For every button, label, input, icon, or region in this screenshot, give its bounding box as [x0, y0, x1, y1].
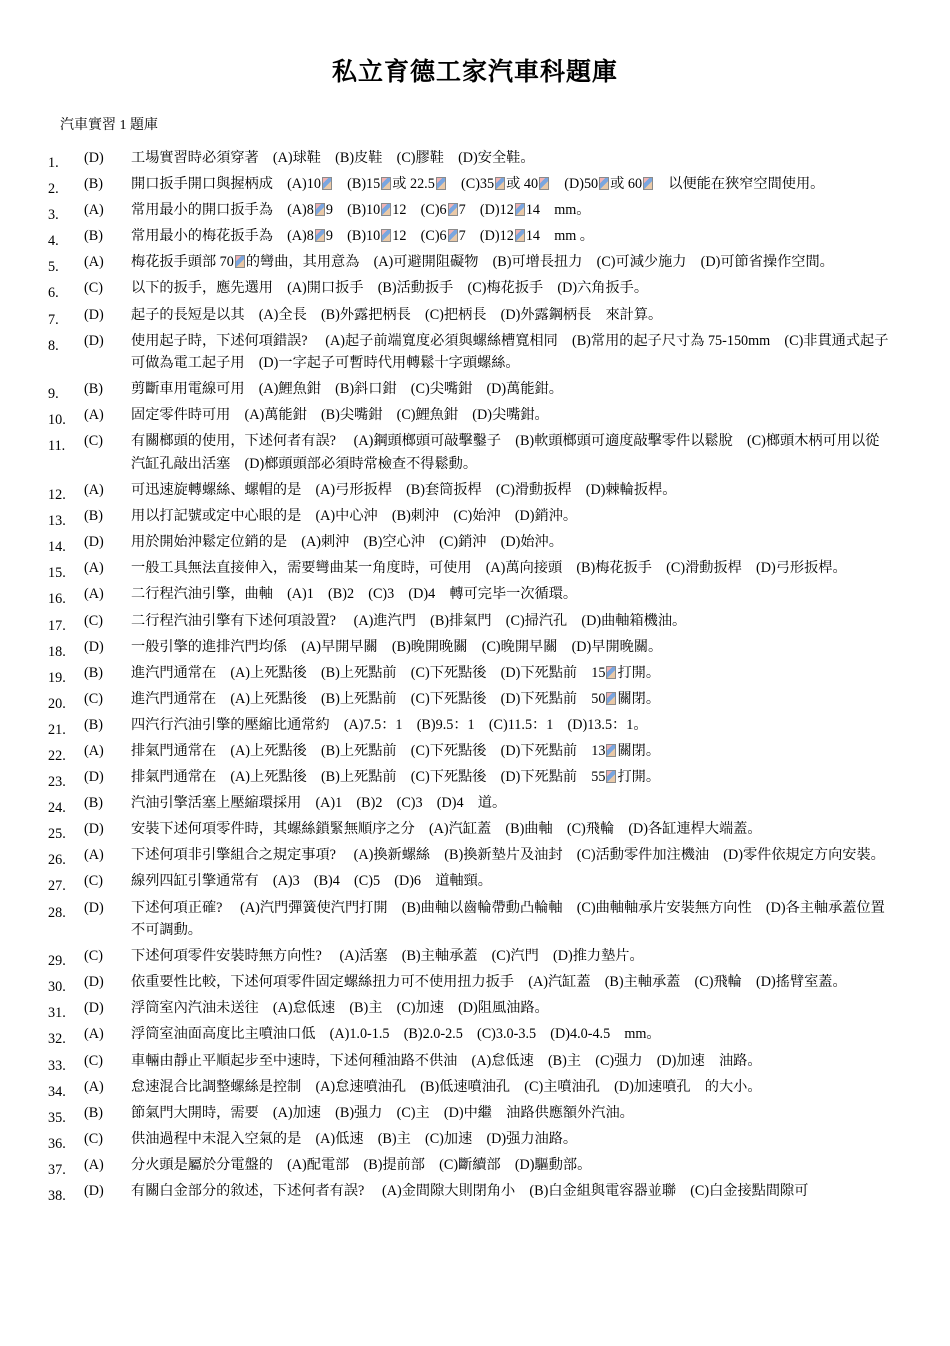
question-answer: (A)	[84, 586, 104, 603]
question-answer: (B)	[84, 381, 103, 398]
question-answer: (C)	[84, 690, 103, 707]
question-text: 可迅速旋轉螺絲、螺帽的是 (A)弓形扳桿 (B)套筒扳桿 (C)滑動扳桿 (D)棘輪扳桿。	[131, 482, 677, 499]
question-item	[0, 870, 950, 893]
section-subtitle: 汽車實習 1 題庫	[60, 118, 158, 133]
question-text: 分火頭是屬於分電盤的 (A)配電部 (B)提前部 (C)斷續部 (D)驅動部。	[131, 1156, 592, 1173]
question-item	[0, 1023, 950, 1046]
question-item	[0, 173, 950, 196]
question-item	[0, 971, 950, 994]
question-answer: (C)	[84, 948, 103, 965]
question-number: 31.	[48, 1005, 66, 1022]
question-text: 以下的扳手，應先選用 (A)開口扳手 (B)活動扳手 (C)梅花扳手 (D)六角扳手。	[131, 280, 649, 297]
question-answer: (D)	[84, 332, 104, 349]
question-item	[0, 479, 950, 502]
question-number: 7.	[48, 311, 59, 328]
question-answer: (A)	[84, 254, 104, 271]
question-item	[0, 945, 950, 968]
question-item	[0, 897, 950, 942]
question-text: 汽油引擎活塞上壓縮環採用 (A)1 (B)2 (C)3 (D)4 道。	[131, 795, 507, 812]
question-text: 排氣門通常在 (A)上死點後 (B)上死點前 (C)下死點後 (D)下死點前 13 關閉。	[131, 742, 661, 759]
question-number: 25.	[48, 826, 66, 843]
question-text: 節氣門大開時，需要 (A)加速 (B)强力 (C)主 (D)中繼 油路供應額外汽油。	[131, 1104, 634, 1121]
question-item	[0, 714, 950, 737]
question-text: 用以打記號或定中心眼的是 (A)中心沖 (B)刺沖 (C)始沖 (D)銷沖。	[131, 508, 578, 525]
question-number: 38.	[48, 1187, 66, 1204]
question-number: 30.	[48, 979, 66, 996]
question-answer: (A)	[84, 1156, 104, 1173]
question-answer: (B)	[84, 664, 103, 681]
question-number: 32.	[48, 1031, 66, 1048]
question-answer: (D)	[84, 306, 104, 323]
question-item	[0, 610, 950, 633]
question-item	[0, 378, 950, 401]
question-answer: (C)	[84, 280, 103, 297]
question-number: 14.	[48, 539, 66, 556]
question-item	[0, 1154, 950, 1177]
missing-glyph-icon	[315, 203, 325, 216]
question-number: 1.	[48, 155, 59, 171]
question-answer: (B)	[84, 176, 103, 193]
question-number: 10.	[48, 412, 66, 429]
question-item	[0, 766, 950, 789]
question-item	[0, 1102, 950, 1125]
question-item	[0, 277, 950, 300]
question-text: 有關白金部分的敘述，下述何者有誤? (A)金間隙大則閉角小 (B)白金組與電容器並聯 (C)白金接點間隙可	[131, 1182, 809, 1199]
question-answer: (B)	[84, 508, 103, 525]
question-item	[0, 505, 950, 528]
question-item	[0, 199, 950, 222]
question-item	[0, 818, 950, 841]
question-text: 安裝下述何項零件時，其螺絲鎖緊無順序之分 (A)汽缸蓋 (B)曲軸 (C)飛輪 (D)各缸連桿大端蓋。	[131, 821, 762, 838]
question-item	[0, 557, 950, 580]
missing-glyph-icon	[599, 177, 609, 190]
missing-glyph-icon	[235, 255, 245, 268]
missing-glyph-icon	[606, 666, 616, 679]
question-number: 28.	[48, 904, 66, 921]
question-list	[0, 147, 950, 1206]
question-number: 11.	[48, 438, 66, 455]
missing-glyph-icon	[381, 203, 391, 216]
question-text: 剪斷車用電線可用 (A)鯉魚鉗 (B)斜口鉗 (C)尖嘴鉗 (D)萬能鉗。	[131, 381, 563, 398]
question-answer: (C)	[84, 1130, 103, 1147]
question-item	[0, 1128, 950, 1151]
question-number: 3.	[48, 207, 59, 224]
question-number: 24.	[48, 800, 66, 817]
page-title: 私立育德工家汽車科題庫	[331, 57, 618, 86]
question-number: 16.	[48, 591, 66, 608]
question-answer: (A)	[84, 847, 104, 864]
question-text: 四汽行汽油引擎的壓縮比通常約 (A)7.5：1 (B)9.5：1 (C)11.5：1 (D)13.5：1。	[131, 716, 648, 733]
question-number: 27.	[48, 878, 66, 895]
missing-glyph-icon	[381, 177, 391, 190]
question-answer: (D)	[84, 534, 104, 551]
question-number: 20.	[48, 695, 66, 712]
question-number: 4.	[48, 233, 59, 250]
question-answer: (A)	[84, 202, 104, 219]
question-answer: (C)	[84, 1052, 103, 1069]
missing-glyph-icon	[495, 177, 505, 190]
question-item	[0, 740, 950, 763]
question-text: 一般引擎的進排汽門均係 (A)早開早關 (B)晚開晚關 (C)晚開早關 (D)早開晚關。	[131, 638, 663, 655]
question-number: 36.	[48, 1135, 66, 1152]
missing-glyph-icon	[381, 229, 391, 242]
question-number: 17.	[48, 617, 66, 634]
question-text: 怠速混合比調整螺絲是控制 (A)怠速噴油孔 (B)低速噴油孔 (C)主噴油孔 (D)加速噴孔 的大小。	[131, 1078, 762, 1095]
question-answer: (C)	[84, 873, 103, 890]
missing-glyph-icon	[448, 229, 458, 242]
question-answer: (C)	[84, 433, 103, 450]
question-answer: (C)	[84, 612, 103, 629]
question-answer: (A)	[84, 1078, 104, 1095]
question-answer: (D)	[84, 1000, 104, 1017]
question-text: 工場實習時必須穿著 (A)球鞋 (B)皮鞋 (C)膠鞋 (D)安全鞋。	[131, 150, 535, 166]
question-item	[0, 636, 950, 659]
question-text: 常用最小的梅花扳手為 (A)8 9 (B)10 12 (C)6 7 (D)12 14 mm 。	[131, 228, 594, 245]
question-item	[0, 304, 950, 327]
question-item	[0, 1050, 950, 1073]
question-text: 二行程汽油引擎，曲軸 (A)1 (B)2 (C)3 (D)4 轉可完毕一次循環。	[131, 586, 578, 603]
question-number: 6.	[48, 285, 59, 302]
missing-glyph-icon	[322, 177, 332, 190]
question-text: 常用最小的開口扳手為 (A)8 9 (B)10 12 (C)6 7 (D)12 14 mm。	[131, 202, 591, 219]
question-number: 22.	[48, 747, 66, 764]
question-text: 下述何項非引擎組合之規定事項? (A)換新螺絲 (B)換新墊片及油封 (C)活動零件加注機油 (D)零件依規定方向安裝。	[131, 847, 885, 864]
question-number: 18.	[48, 643, 66, 660]
question-number: 5.	[48, 259, 59, 276]
question-number: 33.	[48, 1057, 66, 1074]
question-number: 34.	[48, 1083, 66, 1100]
question-text: 有關榔頭的使用，下述何者有誤? (A)鋼頭榔頭可敲擊鑿子 (B)軟頭榔頭可適度敲擊零件以鬆脫 (C)榔頭木柄可用以從汽缸孔敲出活塞 (D)榔頭頭部必須時常檢查不得鬆動。	[131, 433, 880, 472]
question-text: 梅花扳手頭部 70 的彎曲，其用意為 (A)可避開阻礙物 (B)可增長扭力 (C)可減少施力 (D)可節省操作空間。	[131, 254, 834, 271]
question-item	[0, 430, 950, 475]
question-item	[0, 1180, 950, 1203]
question-answer: (D)	[84, 769, 104, 786]
question-item	[0, 330, 950, 375]
question-text: 依重要性比較，下述何項零件固定螺絲扭力可不使用扭力扳手 (A)汽缸蓋 (B)主軸承蓋 (C)飛輪 (D)搖臂室蓋。	[131, 974, 847, 991]
question-text: 進汽門通常在 (A)上死點後 (B)上死點前 (C)下死點後 (D)下死點前 50 關閉。	[131, 690, 661, 707]
question-item	[0, 404, 950, 427]
missing-glyph-icon	[515, 203, 525, 216]
missing-glyph-icon	[515, 229, 525, 242]
question-number: 29.	[48, 953, 66, 970]
question-text: 車輛由靜止平順起步至中速時，下述何種油路不供油 (A)怠低速 (B)主 (C)强力 (D)加速 油路。	[131, 1052, 762, 1069]
question-text: 下述何項正確? (A)汽門彈簧使汽門打開 (B)曲軸以齒輪帶動凸輪軸 (C)曲軸軸承片安裝無方向性 (D)各主軸承蓋位置不可調動。	[131, 899, 885, 939]
question-text: 浮筒室內汽油未送往 (A)怠低速 (B)主 (C)加速 (D)阻風油路。	[131, 1000, 549, 1017]
question-answer: (D)	[84, 1182, 104, 1199]
question-answer: (B)	[84, 228, 103, 245]
missing-glyph-icon	[643, 177, 653, 190]
question-item	[0, 792, 950, 815]
question-item	[0, 225, 950, 248]
question-answer: (D)	[84, 974, 104, 991]
question-answer: (A)	[84, 560, 104, 577]
question-answer: (B)	[84, 716, 103, 733]
question-answer: (B)	[84, 1104, 103, 1121]
question-item	[0, 844, 950, 867]
question-answer: (A)	[84, 482, 104, 499]
missing-glyph-icon	[606, 692, 616, 705]
question-text: 浮筒室油面高度比主噴油口低 (A)1.0-1.5 (B)2.0-2.5 (C)3.0-3.5 (D)4.0-4.5 mm。	[131, 1026, 661, 1043]
question-item	[0, 662, 950, 685]
question-text: 供油過程中未混入空氣的是 (A)低速 (B)主 (C)加速 (D)强力油路。	[131, 1130, 578, 1147]
question-text: 下述何項零件安裝時無方向性? (A)活塞 (B)主軸承蓋 (C)汽門 (D)推力墊片。	[131, 948, 644, 965]
question-text: 固定零件時可用 (A)萬能鉗 (B)尖嘴鉗 (C)鯉魚鉗 (D)尖嘴鉗。	[131, 407, 549, 424]
question-answer: (D)	[84, 821, 104, 838]
missing-glyph-icon	[606, 744, 616, 757]
question-answer: (A)	[84, 1026, 104, 1043]
question-number: 8.	[48, 337, 59, 354]
question-answer: (D)	[84, 638, 104, 655]
question-answer: (D)	[84, 899, 104, 916]
question-number: 9.	[48, 386, 59, 403]
question-text: 一般工具無法直接伸入，需要彎曲某一角度時，可使用 (A)萬向接頭 (B)梅花扳手 (C)滑動扳桿 (D)弓形扳桿。	[131, 560, 847, 577]
question-number: 37.	[48, 1161, 66, 1178]
question-item	[0, 688, 950, 711]
question-text: 線列四缸引擎通常有 (A)3 (B)4 (C)5 (D)6 道軸頸。	[131, 873, 492, 890]
question-text: 使用起子時，下述何項錯誤? (A)起子前端寬度必須與螺絲槽寬相同 (B)常用的起子尺寸為 75-150mm (C)非貫通式起子可做為電工起子用 (D)一字起子可暫時代用轉鬆十字頭螺絲。	[131, 332, 889, 372]
question-number: 35.	[48, 1109, 66, 1126]
question-text: 用於開始沖鬆定位銷的是 (A)刺沖 (B)空心沖 (C)銷沖 (D)始沖。	[131, 534, 563, 551]
missing-glyph-icon	[315, 229, 325, 242]
question-text: 進汽門通常在 (A)上死點後 (B)上死點前 (C)下死點後 (D)下死點前 15 打開。	[131, 664, 661, 681]
question-text: 排氣門通常在 (A)上死點後 (B)上死點前 (C)下死點後 (D)下死點前 55 打開。	[131, 769, 661, 786]
question-item	[0, 1076, 950, 1099]
question-answer: (D)	[84, 150, 104, 166]
question-number: 2.	[48, 181, 59, 198]
question-text: 起子的長短是以其 (A)全長 (B)外露把柄長 (C)把柄長 (D)外露鋼柄長 來計算。	[131, 306, 663, 323]
question-number: 21.	[48, 721, 66, 738]
question-number: 13.	[48, 513, 66, 530]
question-number: 12.	[48, 487, 66, 504]
question-item	[0, 147, 950, 170]
question-answer: (B)	[84, 795, 103, 812]
question-item	[0, 997, 950, 1020]
question-number: 19.	[48, 669, 66, 686]
question-item	[0, 251, 950, 274]
missing-glyph-icon	[606, 770, 616, 783]
question-answer: (A)	[84, 407, 104, 424]
missing-glyph-icon	[436, 177, 446, 190]
question-text: 開口扳手開口與握柄成 (A)10 (B)15 或 22.5 (C)35 或 40 (D)50 或 60 以便能在狹窄空間使用。	[131, 176, 825, 193]
missing-glyph-icon	[448, 203, 458, 216]
missing-glyph-icon	[539, 177, 549, 190]
question-item	[0, 583, 950, 606]
question-number: 23.	[48, 774, 66, 791]
question-number: 15.	[48, 565, 66, 582]
question-number: 26.	[48, 852, 66, 869]
question-answer: (A)	[84, 742, 104, 759]
question-text: 二行程汽油引擎有下述何項設置? (A)進汽門 (B)排氣門 (C)掃汽孔 (D)曲軸箱機油。	[131, 612, 687, 629]
question-item	[0, 531, 950, 554]
